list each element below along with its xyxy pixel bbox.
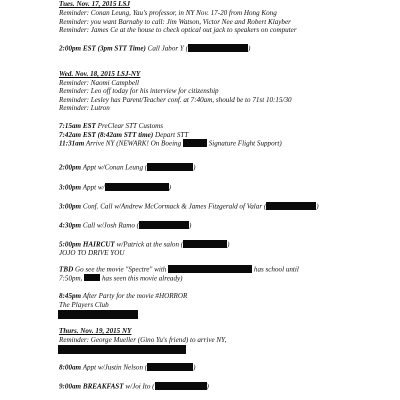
event-time: 2:00pm EST (3pm STT Time) <box>59 44 146 53</box>
redaction-box <box>84 274 100 282</box>
event-time: 8:45pm <box>59 292 82 300</box>
reminder-line: Reminder: Naomi Campbell <box>59 78 139 87</box>
party-venue: The Players Club <box>59 300 109 309</box>
event-text: After Party for the movie #HORROR <box>81 292 188 300</box>
event-close: ) <box>193 363 196 372</box>
event-text: Conf. Call w/Andrew McCormack & James Fitzgerald of Valar ( <box>81 202 267 211</box>
haircut-driver-note: JOJO TO DRIVE YOU <box>59 248 125 257</box>
event-breakfast <box>59 382 209 391</box>
event-arrive <box>59 139 282 148</box>
reminder-line: Reminder: James Ce at the house to check optical out jack to speakers on computer <box>59 26 297 34</box>
event-text: Go see the movie "Spectre" with <box>73 265 169 274</box>
event-time: 8:00am <box>59 363 82 372</box>
event-text: Call w/Josh Ramo ( <box>81 221 140 230</box>
event-close: ) <box>193 163 196 172</box>
redaction-box <box>168 265 252 273</box>
event-text: w/Patrick at the salon ( <box>114 240 184 249</box>
event-close: ) <box>206 382 209 391</box>
event-text: Appt w/ <box>81 183 105 192</box>
event-time: 7:15am EST <box>59 122 96 130</box>
event-appt-nelson <box>59 363 196 372</box>
event-call-jabor <box>59 44 250 53</box>
reminder-line: Reminder: Leo off today for his interview for citizenship <box>59 87 219 95</box>
reminder-line: Reminder: Conan Leung, Yau's professor, in NY Nov. 17-20 from Hong Kong <box>59 9 277 17</box>
event-movie-line2 <box>59 274 183 283</box>
event-time: 7:42am EST (8:42am STT time) <box>59 130 154 139</box>
event-close: ) <box>316 202 319 211</box>
event-time: TBD <box>59 265 74 274</box>
event-close: ) <box>189 221 192 230</box>
event-text: PreClear STT Customs <box>95 122 164 130</box>
event-close: ) <box>248 44 251 53</box>
reminder-line: Reminder: Lesley has Parent/Teacher conf. at 7:40am, should be to 71st 10:15/30 <box>59 95 292 104</box>
redaction-box <box>266 202 319 211</box>
redaction-box <box>147 363 196 372</box>
event-depart <box>59 131 188 140</box>
reminder-line: Reminder: Lutron <box>59 104 110 112</box>
redaction-box <box>188 44 251 53</box>
event-close: ) <box>227 240 230 249</box>
redaction-box <box>58 345 186 354</box>
redaction-box <box>58 310 138 319</box>
event-time: 4:30pm <box>59 221 82 230</box>
redaction-box <box>139 221 192 230</box>
event-text: Appt w/Conan Leung ( <box>81 163 148 172</box>
event-text: Depart STT <box>153 130 189 139</box>
redaction-box <box>155 382 207 390</box>
event-preclear <box>59 122 163 131</box>
event-text: has school until <box>252 265 299 274</box>
event-time: 3:00pm <box>59 183 82 192</box>
reminder-line: Reminder: you want Barnaby to call: Jim Watson, Victor Nee and Robert Klayber <box>59 17 291 26</box>
redaction-box <box>183 240 230 249</box>
event-time: 5:00pm HAIRCUT <box>59 240 115 249</box>
event-close: ) <box>168 183 171 192</box>
event-time: 2:00pm <box>59 163 82 172</box>
event-appt-3pm <box>59 183 171 192</box>
day-header-tue: Tues. Nov. 17, 2015 LSJ <box>59 0 130 8</box>
event-text: Call Jabor Y ( <box>145 44 188 53</box>
event-text: has seen this movie already) <box>100 274 183 282</box>
redaction-box <box>105 183 169 191</box>
event-text-after: Signature Flight Support) <box>206 139 282 148</box>
redaction-box <box>183 139 207 147</box>
event-text: w/Joi Ito ( <box>123 382 155 391</box>
redaction-box <box>147 163 196 172</box>
event-text: Appt w/Justin Nelson ( <box>81 363 148 372</box>
day-header-wed: Wed. Nov. 18, 2015 LSJ-NY <box>59 70 141 78</box>
event-time: 9:00am BREAKFAST <box>59 382 124 391</box>
event-time: 11:31am <box>59 139 85 148</box>
day-header-thu: Thurs. Nov. 19, 2015 NY <box>59 327 132 335</box>
reminder-line: Reminder: George Mueller (Gino Yu's friend) to arrive NY, <box>59 336 227 344</box>
event-text: 7:50pm, <box>59 274 85 282</box>
event-text: Arrive NY (NEWARK! On Boeing <box>84 139 183 148</box>
event-conf-call <box>59 202 319 211</box>
event-call-ramo <box>59 221 191 230</box>
event-appt-leung <box>59 163 196 172</box>
event-time: 3:00pm <box>59 202 82 211</box>
event-after-party <box>59 292 187 301</box>
